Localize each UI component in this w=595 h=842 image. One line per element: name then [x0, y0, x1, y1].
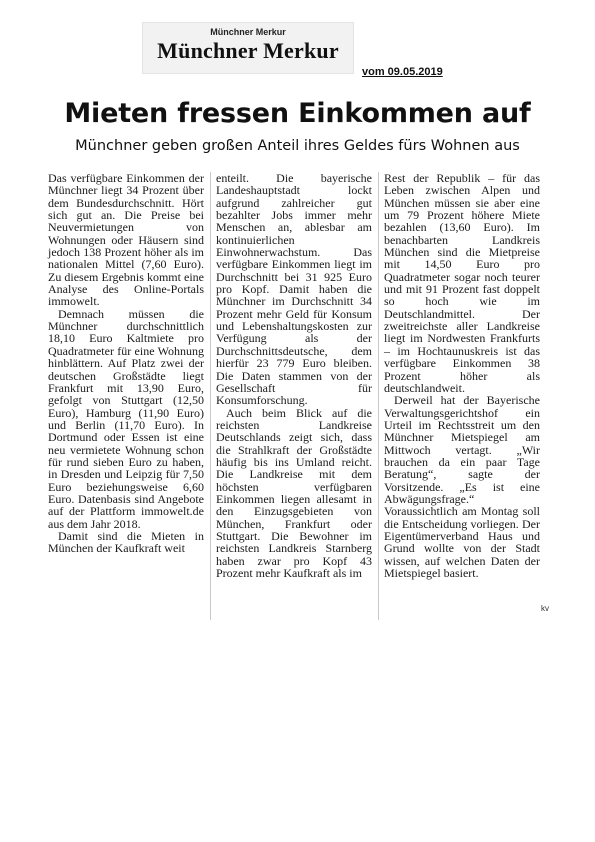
article-column-2	[216, 172, 372, 579]
paragraph: Derweil hat der Bayerische Verwaltungsgerichtshof ein Urteil im Rechtsstreit um den Münchner Mietspiegel am Mittwoch vertagt. „Wir brauchen da ein paar Tage Beratung“, sagte der Vorsitzende. „Es ist eine Abwägungsfrage.“ Voraussichtlich am Montag soll die Entscheidung vorliegen. Der Eigentümerverband Haus und Grund wollte von der Stadt wissen, auf welchen Daten der Mietspiegel basiert.	[384, 393, 540, 580]
article-column-3	[384, 172, 540, 579]
article-subheadline: Münchner geben großen Anteil ihres Geldes fürs Wohnen aus	[75, 138, 520, 154]
masthead-title: Münchner Merkur	[157, 38, 339, 63]
article-body	[48, 172, 552, 622]
paragraph: enteilt. Die bayerische Landeshauptstadt lockt aufgrund zahlreicher gut bezahlter Jobs immer mehr Menschen an, ablesbar am kontinuierlichen Einwohnerwachstum. Das verfügbare Einkommen liegt im Durchschnitt bei 31 925 Euro pro Kopf. Damit haben die Münchner im Durchschnitt 34 Prozent mehr Geld für Konsum und Lebenshaltungskosten zur Verfügung als der Durchschnittsdeutsche, dem hierfür 23 779 Euro bleiben. Die Daten stammen von der Gesellschaft für Konsumforschung.	[216, 171, 372, 408]
paragraph: Rest der Republik – für das Leben zwischen Alpen und München müssen sie aber eine um 79 Prozent höhere Miete bezahlen (13,60 Euro). Im benachbarten Landkreis München sind die Mietpreise mit 14,50 Euro pro Quadratmeter sogar noch teurer und mit 91 Prozent fast doppelt so hoch wie im Deutschlandmittel. Der zweitreichste aller Landkreise liegt im Nordwesten Frankfurts – im Hochtaunuskreis ist das verfügbare Einkommen 38 Prozent höher als deutschlandweit.	[384, 171, 540, 395]
masthead-logo	[142, 22, 354, 74]
paragraph: Auch beim Blick auf die reichsten Landkreise Deutschlands zeigt sich, dass die Strahlkraft der Großstädte häufig bis ins Umland reicht. Die Landkreise mit dem höchsten verfügbaren Einkommen liegen allesamt in den Einzugsgebieten von München, Frankfurt oder Stuttgart. Die Bewohner im reichsten Landkreis Starnberg haben zwar pro Kopf 43 Prozent mehr Kaufkraft als im	[216, 405, 372, 580]
masthead-small-title: Münchner Merkur	[210, 27, 286, 37]
article-headline: Mieten fressen Einkommen auf	[64, 98, 531, 129]
paragraph: Demnach müssen die Münchner durchschnittlich 18,10 Euro Kaltmiete pro Quadratmeter für eine Wohnung hinblättern. Auf Platz zwei der deutschen Großstädte liegt Frankfurt mit 13,90 Euro, gefolgt von Stuttgart (12,50 Euro), Hamburg (11,90 Euro) und Berlin (11,70 Euro). In Dortmund oder Essen ist eine neu vermietete Wohnung schon für rund sieben Euro zu haben, in Dresden und Leipzig für 7,50 Euro beziehungsweise 6,60 Euro. Datenbasis sind Angebote auf der Plattform immowelt.de aus dem Jahr 2018.	[48, 306, 204, 531]
publication-date: vom 09.05.2019	[362, 66, 443, 78]
article-column-1	[48, 172, 204, 555]
paragraph: Das verfügbare Einkommen der Münchner liegt 34 Prozent über dem Bundesdurchschnitt. Hört sich gut an. Die Preise bei Neuvermietungen von Wohnungen oder Häusern sind jedoch 138 Prozent höher als im nationalen Mittel (7,60 Euro). Zu diesem Ergebnis kommt eine Analyse des Online-Portals immowelt.	[48, 171, 204, 309]
author-initials: kv	[541, 604, 549, 613]
paragraph: Damit sind die Mieten in München der Kaufkraft weit	[48, 528, 204, 556]
